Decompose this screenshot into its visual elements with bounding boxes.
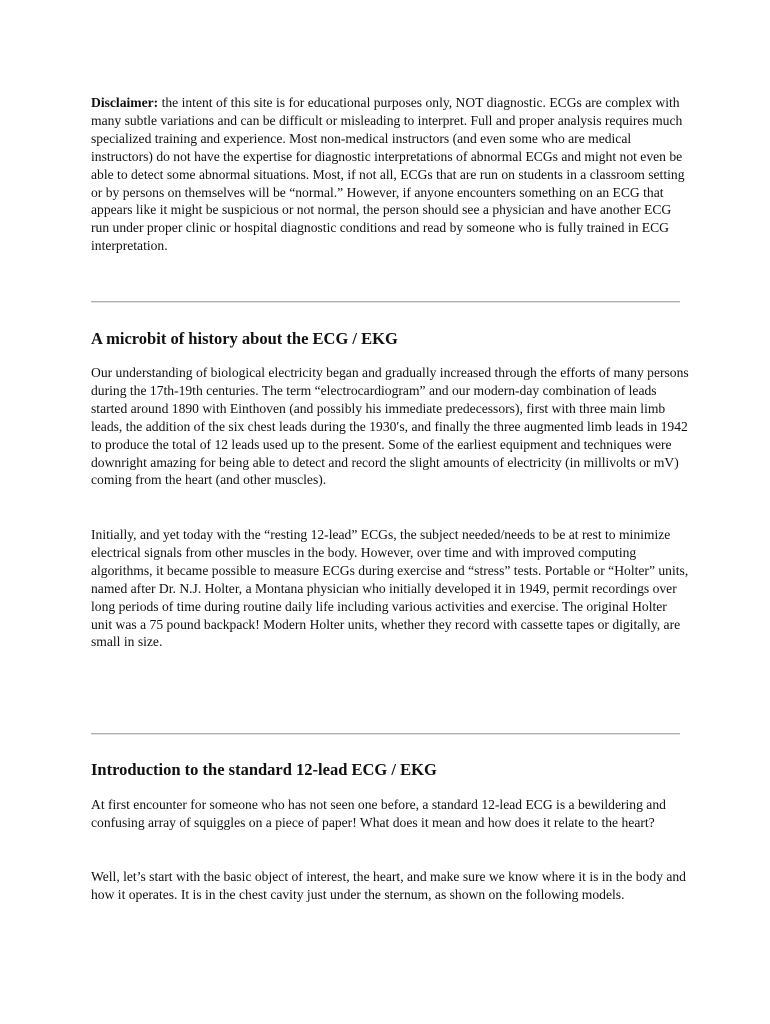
history-paragraph-2 [91, 526, 691, 651]
intro-paragraph-2 [91, 868, 691, 904]
intro-paragraph-1 [91, 796, 691, 832]
history-paragraph-1 [91, 364, 691, 489]
intro-paragraph-2-text: Well, let’s start with the basic object of interest, the heart, and make sure we know where it is in the body and how it operates. It is in the chest cavity just under the sternum, as shown on the following models. [91, 869, 686, 902]
intro-paragraph-1-text: At first encounter for someone who has not seen one before, a standard 12-lead ECG is a bewildering and confusing array of squiggles on a piece of paper! What does it mean and how does it relate to the heart? [91, 797, 666, 830]
disclaimer-paragraph [91, 94, 691, 255]
section-divider-1 [91, 301, 680, 303]
history-paragraph-1-text: Our understanding of biological electricity began and gradually increased through the efforts of many persons during the 17th-19th centuries. The term “electrocardiogram” and our modern-day combination of leads started around 1890 with Einthoven (and possibly his immediate predecessors), first with three main limb leads, the addition of the six chest leads during the 1930′s, and finally the three augmented limb leads in 1942 to produce the total of 12 leads used up to the present. Some of the earliest equipment and techniques were downright amazing for being able to detect and record the slight amounts of electricity (in millivolts or mV) coming from the heart (and other muscles). [91, 365, 689, 488]
disclaimer-label: Disclaimer: [91, 95, 159, 110]
disclaimer-text: the intent of this site is for educational purposes only, NOT diagnostic. ECGs are complex with many subtle variations and can be difficult or misleading to interpret. Full and proper analysis requires much specialized training and experience. Most non-medical instructors (and even some who are medical instructors) do not have the expertise for diagnostic interpretations of abnormal ECGs and might not even be able to detect some abnormal situations. Most, if not all, ECGs that are run on students in a classroom setting or by persons on themselves will be “normal.” However, if anyone encounters something on an ECG that appears like it might be suspicious or not normal, the person should see a physician and have another ECG run under proper clinic or hospital diagnostic conditions and read by someone who is fully trained in ECG interpretation. [91, 95, 685, 254]
section-divider-2 [91, 733, 680, 735]
history-heading: A microbit of history about the ECG / EKG [91, 329, 398, 348]
history-paragraph-2-text: Initially, and yet today with the “resting 12-lead” ECGs, the subject needed/needs to be at rest to minimize electrical signals from other muscles in the body. However, over time and with improved computing algorithms, it became possible to measure ECGs during exercise and “stress” tests. Portable or “Holter” units, named after Dr. N.J. Holter, a Montana physician who initially developed it in 1949, permit recordings over long periods of time during routine daily life including various activities and exercise. The original Holter unit was a 75 pound backpack! Modern Holter units, whether they record with cassette tapes or digitally, are small in size. [91, 527, 689, 650]
intro-heading: Introduction to the standard 12-lead ECG / EKG [91, 760, 437, 779]
